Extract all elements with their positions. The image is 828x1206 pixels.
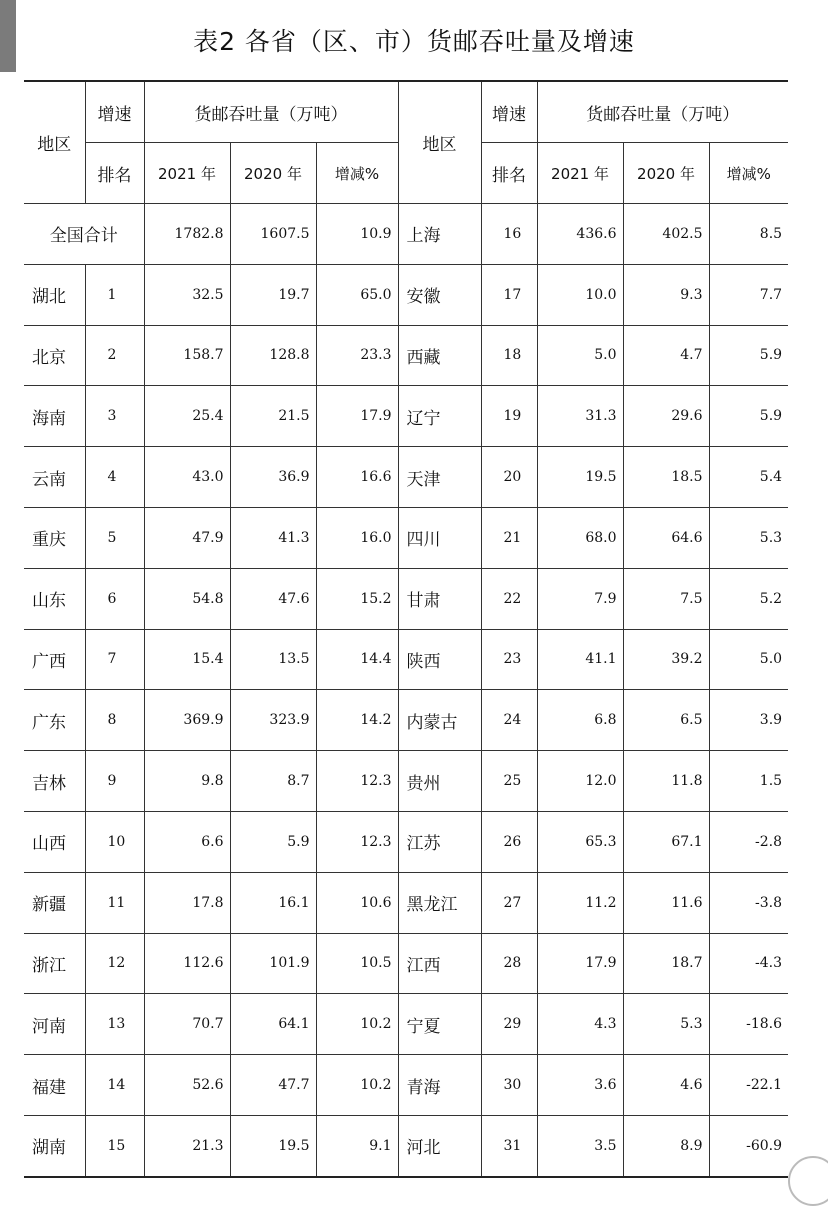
value-2021: 70.7 [144, 994, 230, 1055]
region-name: 青海 [398, 1055, 481, 1116]
value-2021: 4.3 [537, 994, 623, 1055]
table-row [24, 1055, 788, 1116]
change-cell: -3.8 [709, 872, 788, 933]
value-2021: 68.0 [537, 507, 623, 568]
table-row [24, 507, 788, 568]
change-cell: 14.2 [316, 690, 398, 751]
region-name: 新疆 [24, 872, 85, 933]
value-2021: 17.8 [144, 872, 230, 933]
region-name: 河南 [24, 994, 85, 1055]
change-cell: -18.6 [709, 994, 788, 1055]
total-2020: 1607.5 [230, 204, 316, 265]
change-cell: 1.5 [709, 751, 788, 812]
value-2020: 4.6 [623, 1055, 709, 1116]
total-label: 全国合计 [24, 204, 144, 265]
value-2021: 17.9 [537, 933, 623, 994]
header-region-left: 地区 [24, 81, 85, 204]
region-name: 海南 [24, 386, 85, 447]
table-row [24, 447, 788, 508]
rank-cell: 7 [85, 629, 144, 690]
table-title: 表2 各省（区、市）货邮吞吐量及增速 [193, 27, 635, 56]
rank-cell: 28 [481, 933, 537, 994]
value-2021: 21.3 [144, 1115, 230, 1176]
change-cell: 5.9 [709, 386, 788, 447]
rank-cell: 14 [85, 1055, 144, 1116]
rank-cell: 29 [481, 994, 537, 1055]
change-cell: 16.6 [316, 447, 398, 508]
change-cell: 16.0 [316, 507, 398, 568]
value-2020: 21.5 [230, 386, 316, 447]
header-volume-right: 货邮吞吐量（万吨） [537, 81, 788, 143]
region-name: 安徽 [398, 264, 481, 325]
rank-cell: 1 [85, 264, 144, 325]
rank-cell: 30 [481, 1055, 537, 1116]
total-change: 10.9 [316, 204, 398, 265]
rank-cell: 24 [481, 690, 537, 751]
change-cell: 65.0 [316, 264, 398, 325]
value-2020: 19.7 [230, 264, 316, 325]
table-row [24, 264, 788, 325]
value-2020: 13.5 [230, 629, 316, 690]
region-name: 重庆 [24, 507, 85, 568]
value-2020: 11.8 [623, 751, 709, 812]
value-2020: 18.7 [623, 933, 709, 994]
value-2020: 64.6 [623, 507, 709, 568]
value-2021: 5.0 [537, 325, 623, 386]
value-2020: 47.6 [230, 568, 316, 629]
rank-cell: 3 [85, 386, 144, 447]
change-cell: -22.1 [709, 1055, 788, 1116]
region-name: 山西 [24, 811, 85, 872]
value-2021: 112.6 [144, 933, 230, 994]
region-name: 内蒙古 [398, 690, 481, 751]
header-volume-left: 货邮吞吐量（万吨） [144, 81, 398, 143]
value-2020: 128.8 [230, 325, 316, 386]
value-2021: 41.1 [537, 629, 623, 690]
rank-cell: 16 [481, 204, 537, 265]
table-row [24, 1115, 788, 1176]
rank-cell: 19 [481, 386, 537, 447]
value-2021: 19.5 [537, 447, 623, 508]
region-name: 西藏 [398, 325, 481, 386]
value-2021: 436.6 [537, 204, 623, 265]
change-cell: 17.9 [316, 386, 398, 447]
change-cell: -60.9 [709, 1115, 788, 1176]
change-cell: 14.4 [316, 629, 398, 690]
cargo-volume-table [24, 80, 788, 1178]
header-region-right: 地区 [398, 81, 481, 204]
change-cell: 8.5 [709, 204, 788, 265]
change-cell: 5.4 [709, 447, 788, 508]
header-2020-left: 2020 年 [230, 143, 316, 204]
region-name: 江苏 [398, 811, 481, 872]
value-2021: 65.3 [537, 811, 623, 872]
region-name: 山东 [24, 568, 85, 629]
rank-cell: 25 [481, 751, 537, 812]
header-rank-top-left: 增速 [85, 81, 144, 143]
total-2021: 1782.8 [144, 204, 230, 265]
value-2021: 52.6 [144, 1055, 230, 1116]
value-2020: 11.6 [623, 872, 709, 933]
table-row [24, 933, 788, 994]
table-row [24, 568, 788, 629]
value-2021: 25.4 [144, 386, 230, 447]
value-2021: 9.8 [144, 751, 230, 812]
value-2021: 12.0 [537, 751, 623, 812]
value-2020: 101.9 [230, 933, 316, 994]
change-cell: 5.2 [709, 568, 788, 629]
change-cell: 12.3 [316, 751, 398, 812]
header-rank-bottom-left: 排名 [85, 143, 144, 204]
value-2020: 16.1 [230, 872, 316, 933]
rank-cell: 9 [85, 751, 144, 812]
header-2021-right: 2021 年 [537, 143, 623, 204]
value-2021: 3.6 [537, 1055, 623, 1116]
rank-cell: 27 [481, 872, 537, 933]
header-change-right: 增减% [709, 143, 788, 204]
region-name: 上海 [398, 204, 481, 265]
region-name: 贵州 [398, 751, 481, 812]
table-row [24, 690, 788, 751]
rank-cell: 5 [85, 507, 144, 568]
table-row [24, 994, 788, 1055]
rank-cell: 11 [85, 872, 144, 933]
header-change-left: 增减% [316, 143, 398, 204]
region-name: 黑龙江 [398, 872, 481, 933]
value-2021: 7.9 [537, 568, 623, 629]
value-2021: 10.0 [537, 264, 623, 325]
value-2021: 47.9 [144, 507, 230, 568]
value-2020: 18.5 [623, 447, 709, 508]
region-name: 辽宁 [398, 386, 481, 447]
rank-cell: 21 [481, 507, 537, 568]
rank-cell: 13 [85, 994, 144, 1055]
region-name: 河北 [398, 1115, 481, 1176]
table-row [24, 386, 788, 447]
value-2021: 3.5 [537, 1115, 623, 1176]
change-cell: 5.0 [709, 629, 788, 690]
rank-cell: 10 [85, 811, 144, 872]
value-2021: 32.5 [144, 264, 230, 325]
value-2020: 8.7 [230, 751, 316, 812]
change-cell: 10.5 [316, 933, 398, 994]
table-row [24, 872, 788, 933]
region-name: 广西 [24, 629, 85, 690]
rank-cell: 12 [85, 933, 144, 994]
value-2021: 43.0 [144, 447, 230, 508]
rank-cell: 31 [481, 1115, 537, 1176]
region-name: 四川 [398, 507, 481, 568]
rank-cell: 8 [85, 690, 144, 751]
value-2020: 4.7 [623, 325, 709, 386]
value-2021: 369.9 [144, 690, 230, 751]
table-row [24, 811, 788, 872]
rank-cell: 4 [85, 447, 144, 508]
header-rank-top-right: 增速 [481, 81, 537, 143]
change-cell: 10.2 [316, 994, 398, 1055]
rank-cell: 18 [481, 325, 537, 386]
value-2020: 5.3 [623, 994, 709, 1055]
value-2021: 6.6 [144, 811, 230, 872]
value-2020: 36.9 [230, 447, 316, 508]
change-cell: -2.8 [709, 811, 788, 872]
value-2020: 29.6 [623, 386, 709, 447]
change-cell: 7.7 [709, 264, 788, 325]
value-2020: 47.7 [230, 1055, 316, 1116]
change-cell: 9.1 [316, 1115, 398, 1176]
rank-cell: 15 [85, 1115, 144, 1176]
region-name: 浙江 [24, 933, 85, 994]
value-2021: 11.2 [537, 872, 623, 933]
header-2020-right: 2020 年 [623, 143, 709, 204]
change-cell: 12.3 [316, 811, 398, 872]
value-2020: 39.2 [623, 629, 709, 690]
rank-cell: 2 [85, 325, 144, 386]
region-name: 湖南 [24, 1115, 85, 1176]
value-2020: 7.5 [623, 568, 709, 629]
value-2020: 6.5 [623, 690, 709, 751]
value-2020: 41.3 [230, 507, 316, 568]
value-2021: 158.7 [144, 325, 230, 386]
region-name: 宁夏 [398, 994, 481, 1055]
value-2020: 402.5 [623, 204, 709, 265]
table-row [24, 751, 788, 812]
value-2021: 15.4 [144, 629, 230, 690]
value-2020: 5.9 [230, 811, 316, 872]
value-2020: 8.9 [623, 1115, 709, 1176]
rank-cell: 22 [481, 568, 537, 629]
rank-cell: 6 [85, 568, 144, 629]
table-row [24, 629, 788, 690]
region-name: 江西 [398, 933, 481, 994]
value-2020: 67.1 [623, 811, 709, 872]
change-cell: 10.2 [316, 1055, 398, 1116]
rank-cell: 26 [481, 811, 537, 872]
region-name: 天津 [398, 447, 481, 508]
rank-cell: 23 [481, 629, 537, 690]
total-row [24, 204, 788, 265]
header-2021-left: 2021 年 [144, 143, 230, 204]
value-2020: 9.3 [623, 264, 709, 325]
change-cell: 5.3 [709, 507, 788, 568]
page-turn-indicator[interactable] [788, 1156, 828, 1206]
value-2021: 6.8 [537, 690, 623, 751]
change-cell: -4.3 [709, 933, 788, 994]
rank-cell: 20 [481, 447, 537, 508]
value-2020: 323.9 [230, 690, 316, 751]
change-cell: 10.6 [316, 872, 398, 933]
region-name: 广东 [24, 690, 85, 751]
change-cell: 23.3 [316, 325, 398, 386]
region-name: 北京 [24, 325, 85, 386]
value-2020: 64.1 [230, 994, 316, 1055]
region-name: 甘肃 [398, 568, 481, 629]
rank-cell: 17 [481, 264, 537, 325]
region-name: 福建 [24, 1055, 85, 1116]
value-2021: 54.8 [144, 568, 230, 629]
change-cell: 5.9 [709, 325, 788, 386]
region-name: 湖北 [24, 264, 85, 325]
region-name: 陕西 [398, 629, 481, 690]
value-2020: 19.5 [230, 1115, 316, 1176]
region-name: 吉林 [24, 751, 85, 812]
header-rank-bottom-right: 排名 [481, 143, 537, 204]
value-2021: 31.3 [537, 386, 623, 447]
header-row-1 [24, 81, 788, 143]
change-cell: 3.9 [709, 690, 788, 751]
change-cell: 15.2 [316, 568, 398, 629]
table-row [24, 325, 788, 386]
region-name: 云南 [24, 447, 85, 508]
